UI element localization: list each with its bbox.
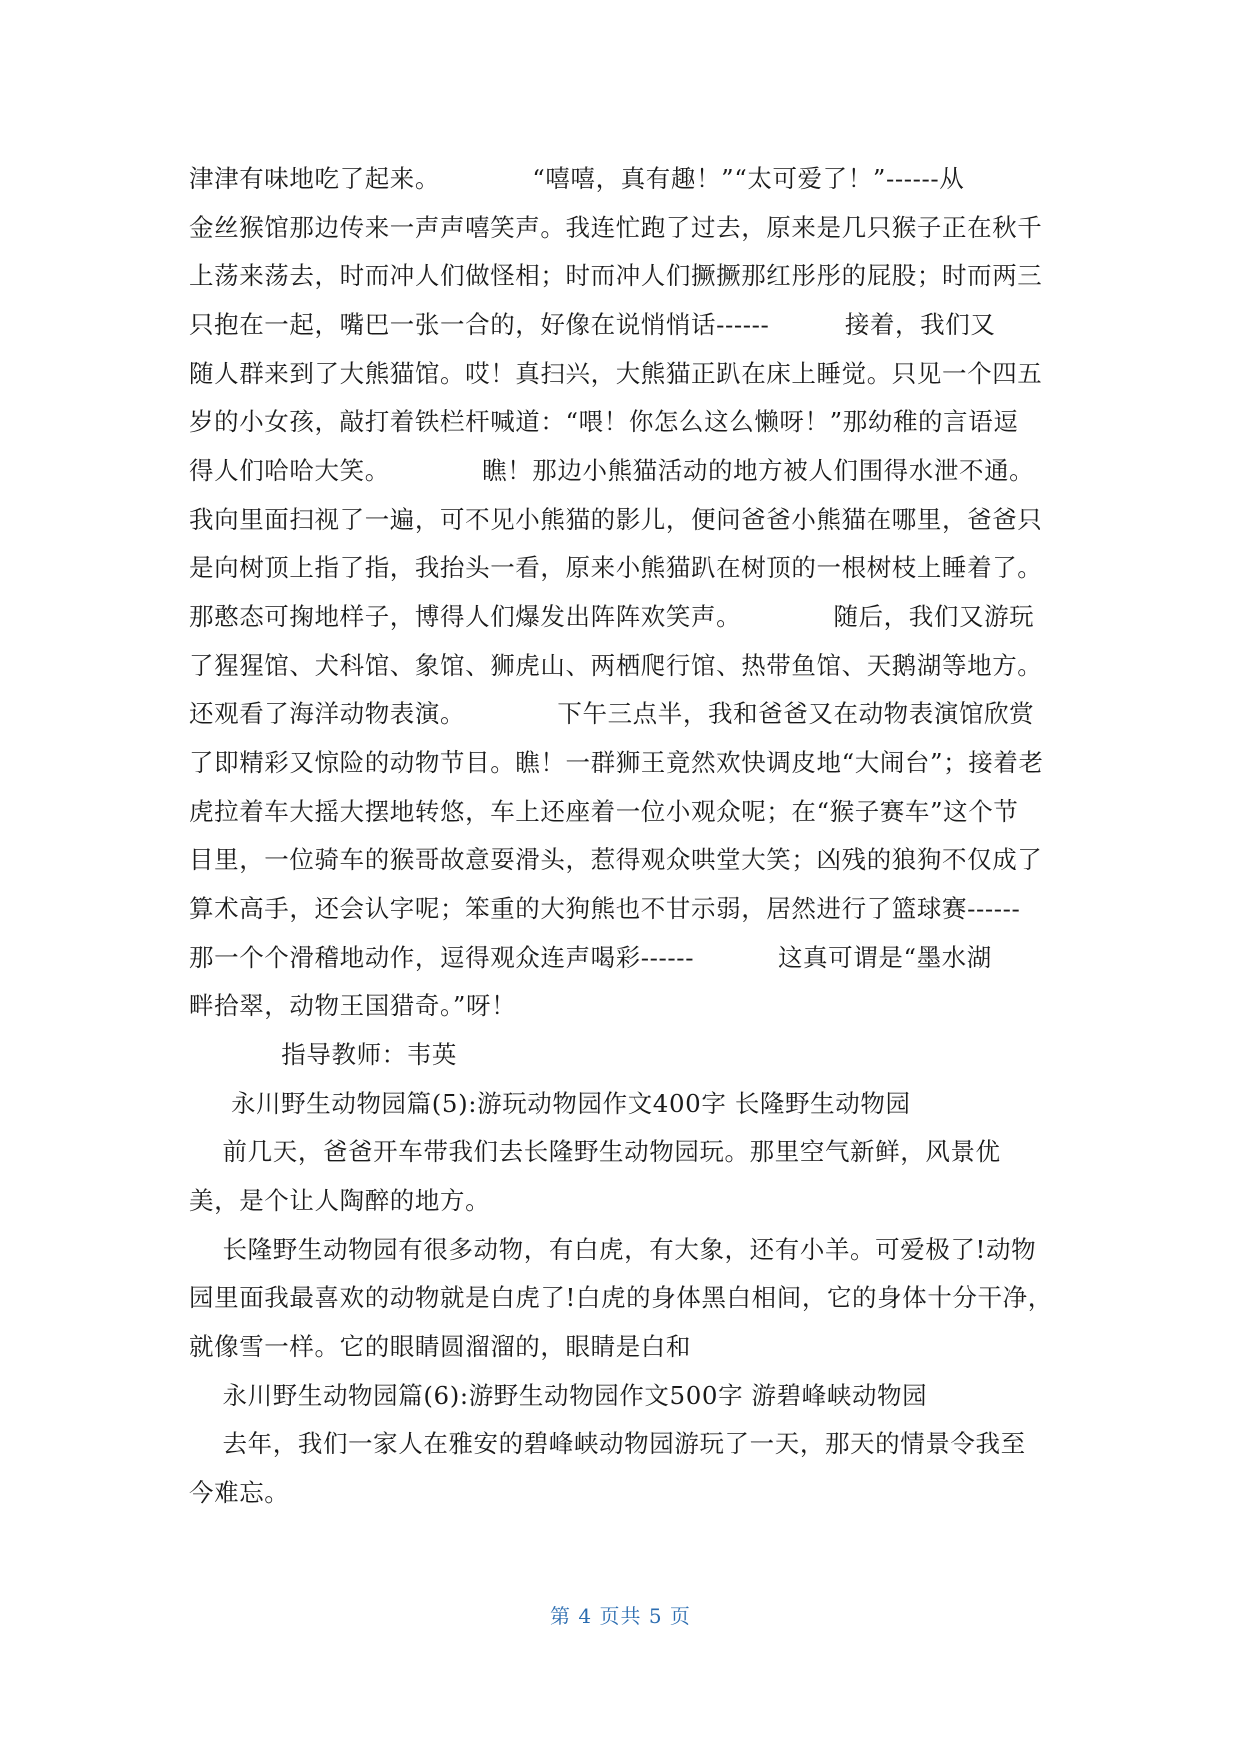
text-line: 了即精彩又惊险的动物节目。瞧！一群狮王竟然欢快调皮地“大闹台”；接着老 [189,748,1044,777]
teacher-line: 指导教师：韦英 [189,1040,457,1069]
text-line: 去年，我们一家人在雅安的碧峰峡动物园游玩了一天，那天的情景令我至 [189,1429,1026,1458]
text-line: 虎拉着车大摇大摆地转悠，车上还座着一位小观众呢；在“猴子赛车”这个节 [189,797,1019,826]
page-footer: 第 4 页共 5 页 [550,1604,691,1628]
text-line: 津津有味地吃了起来。 “嘻嘻，真有趣！”“太可爱了！”------从 [189,164,965,193]
text-line: 美，是个让人陶醉的地方。 [189,1186,491,1215]
text-line: 就像雪一样。它的眼睛圆溜溜的，眼睛是白和 [189,1332,691,1361]
text-line: 还观看了海洋动物表演。 下午三点半，我和爸爸又在动物表演馆欣赏 [189,699,1035,728]
text-line: 算术高手，还会认字呢；笨重的大狗熊也不甘示弱，居然进行了篮球赛------ [189,894,1021,923]
text-line: 我向里面扫视了一遍，可不见小熊猫的影儿，便问爸爸小熊猫在哪里，爸爸只 [189,505,1043,534]
text-line: 畔拾翠，动物王国猎奇。”呀！ [189,991,517,1020]
text-line: 园里面我最喜欢的动物就是白虎了!白虎的身体黑白相间，它的身体十分干净， [189,1283,1053,1312]
text-line: 今难忘。 [189,1478,290,1507]
text-line: 上荡来荡去，时而冲人们做怪相；时而冲人们撅撅那红彤彤的屁股；时而两三 [189,261,1043,290]
text-line: 长隆野生动物园有很多动物，有白虎，有大象，还有小羊。可爱极了!动物 [189,1235,1037,1264]
text-line: 目里，一位骑车的猴哥故意耍滑头，惹得观众哄堂大笑；凶残的狼狗不仅成了 [189,845,1043,874]
text-line: 了猩猩馆、犬科馆、象馆、狮虎山、两栖爬行馆、热带鱼馆、天鹅湖等地方。 [189,651,1043,680]
text-line: 前几天，爸爸开车带我们去长隆野生动物园玩。那里空气新鲜，风景优 [189,1137,1001,1166]
section-heading: 永川野生动物园篇(5):游玩动物园作文400字 长隆野生动物园 [189,1089,911,1118]
text-line: 岁的小女孩，敲打着铁栏杆喊道：“喂！你怎么这么懒呀！”那幼稚的言语逗 [189,407,1019,436]
text-line: 那一个个滑稽地动作，逗得观众连声喝彩------ 这真可谓是“墨水湖 [189,943,992,972]
text-line: 只抱在一起，嘴巴一张一合的，好像在说悄悄话------ 接着，我们又 [189,310,996,339]
text-line: 随人群来到了大熊猫馆。哎！真扫兴，大熊猫正趴在床上睡觉。只见一个四五 [189,359,1043,388]
text-line: 金丝猴馆那边传来一声声嘻笑声。我连忙跑了过去，原来是几只猴子正在秋千 [189,213,1043,242]
text-line: 是向树顶上指了指，我抬头一看，原来小熊猫趴在树顶的一根树枝上睡着了。 [189,553,1043,582]
text-line: 那憨态可掬地样子，博得人们爆发出阵阵欢笑声。 随后，我们又游玩 [189,602,1035,631]
text-line: 得人们哈哈大笑。 瞧！那边小熊猫活动的地方被人们围得水泄不通。 [189,456,1035,485]
section-heading: 永川野生动物园篇(6):游野生动物园作文500字 游碧峰峡动物园 [189,1381,928,1410]
